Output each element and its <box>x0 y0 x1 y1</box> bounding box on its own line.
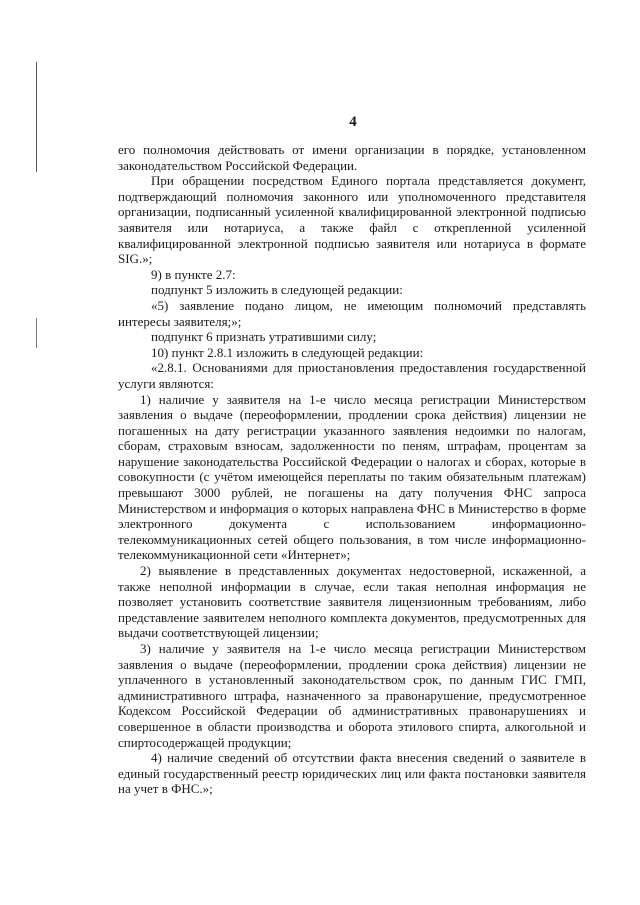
list-item-1: 1) наличие у заявителя на 1-е число месяца регистрации Министерством заявления о выдаче (переоформлении, продлении срока действия) лицензии не погашенных на дату регистрации указанного заявления недоимки по налогам, сборам, страховым взносам, задолженности по пеням, штрафам, процентам за нарушение законодательства Российской Федерации о налогах и сборах, которые в совокупности (с учётом имеющейся переплаты по таким обязательным платежам) превышают 3000 рублей, не погашены на дату получения ФНС запроса Министерством и информация о которых направлена ФНС в Министерство в форме электронного документа с использованием информационно-телекоммуникационных сетей общего пользования, в том числе информационно-телекоммуникационной сети «Интернет»; <box>118 391 586 563</box>
paragraph-2: При обращении посредством Единого портала представляется документ, подтверждающий полномочия законного или уполномоченного представителя организации, подписанный усиленной квалифицированной электронной подписью заявителя или нотариуса, а также файл с открепленной усиленной квалифицированной электронной подписью заявителя или нотариуса в формате SIG.»; <box>118 173 586 267</box>
document-body <box>118 142 586 797</box>
page-number: 4 <box>349 114 357 130</box>
paragraph-3: 9) в пункте 2.7: <box>151 266 236 282</box>
scan-margin-line-lower <box>36 318 37 348</box>
paragraph-4: подпункт 5 изложить в следующей редакции: <box>151 282 403 298</box>
list-item-3: 3) наличие у заявителя на 1-е число месяца регистрации Министерством заявления о выдаче (переоформлении, продлении срока действия) лицензии не уплаченного в установленный законодательством срок, по данным ГИС ГМП, административного штрафа, назначенного за правонарушение, предусмотренное Кодексом Российской Федерации об административных правонарушениях и совершенное в области производства и оборота этилового спирта, алкогольной и спиртосодержащей продукции; <box>118 641 586 750</box>
paragraph-6: подпункт 6 признать утратившими силу; <box>151 329 377 345</box>
list-item-4: 4) наличие сведений об отсутствии факта внесения сведений о заявителе в единый государственный реестр юридических лиц или факта постановки заявителя на учет в ФНС.»; <box>118 750 586 797</box>
paragraph-8: «2.8.1. Основаниями для приостановления предоставления государственной услуги являются: <box>118 360 586 391</box>
paragraph-7: 10) пункт 2.8.1 изложить в следующей редакции: <box>151 344 424 360</box>
paragraph-5: «5) заявление подано лицом, не имеющим полномочий представлять интересы заявителя;»; <box>118 297 586 329</box>
list-item-2: 2) выявление в представленных документах недостоверной, искаженной, а также неполной информации в случае, если такая неполная информация не позволяет установить соответствие заявителя лицензионным требованиям, либо представление заявителем неполного комплекта документов, предусмотренных для выдачи соответствующей лицензии; <box>118 563 586 641</box>
paragraph-1: его полномочия действовать от имени организации в порядке, установленном законодательством Российской Федерации. <box>118 142 586 173</box>
